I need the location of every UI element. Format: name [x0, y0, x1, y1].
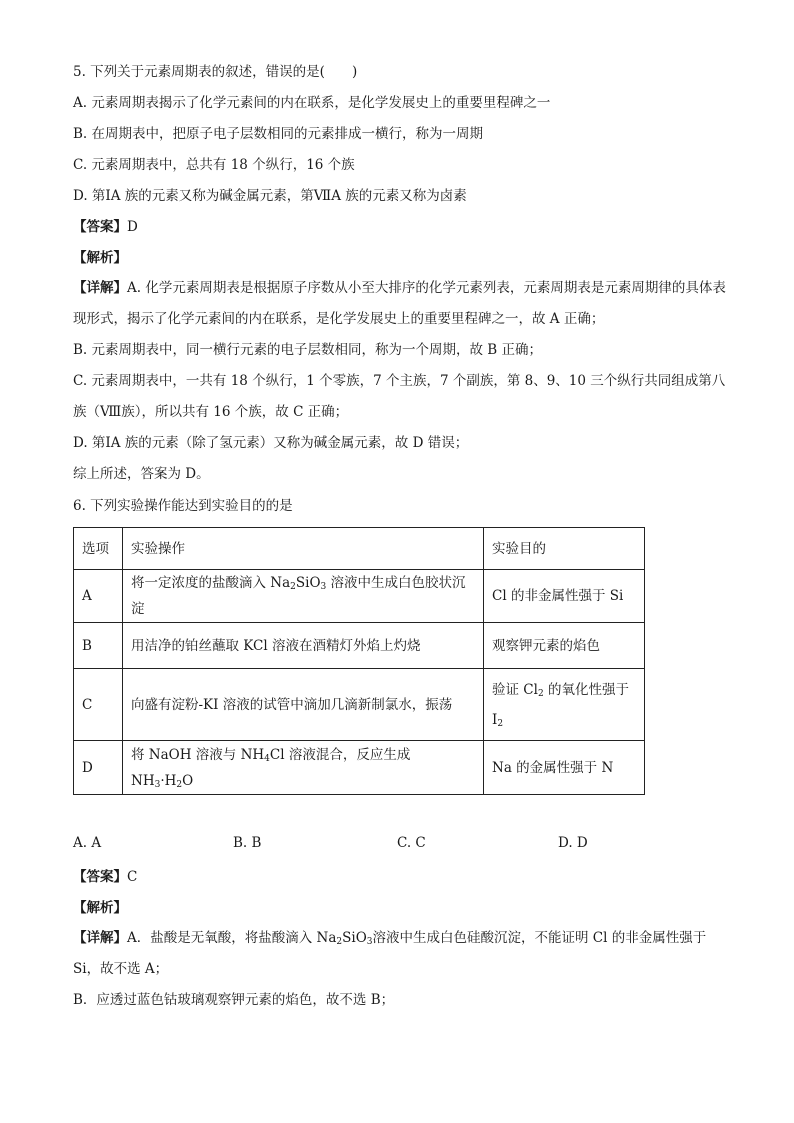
table-cell-aim: 观察钾元素的焰色 — [484, 623, 645, 669]
table-header-row — [74, 528, 645, 570]
q5-option-b: B. 在周期表中，把原子电子层数相同的元素排成一横行，称为一周期 — [73, 126, 484, 142]
table-header-cell: 实验目的 — [484, 528, 645, 570]
table-row — [74, 741, 645, 795]
q6-option-c: C. C — [397, 835, 426, 851]
q6-answer — [73, 867, 733, 887]
q6-option-b: B. B — [233, 835, 262, 851]
q5-detail-a: 【详解】A. 化学元素周期表是根据原子序数从小至大排序的化学元素列表，元素周期表是元素周期律的具体表现形式，揭示了化学元素间的内在联系，是化学发展史上的重要里程碑之一，故 A 正确； — [73, 280, 726, 327]
q5-answer — [73, 217, 733, 237]
detail-tag: 【详解】 — [73, 930, 127, 946]
q5-stem: 5. 下列关于元素周期表的叙述，错误的是( ) — [73, 64, 358, 80]
table-header-cell: 实验操作 — [123, 528, 484, 570]
answer-tag: 【答案】 — [73, 869, 127, 885]
q5-detail-c: C. 元素周期表中，一共有 18 个纵行，1 个零族，7 个主族，7 个副族，第 8、9、10 三个纵行共同组成第八族（Ⅷ族），所以共有 16 个族，故 C 正确； — [73, 373, 726, 420]
q6-options — [73, 835, 733, 855]
table-row — [74, 669, 645, 741]
table-cell-aim: Na 的金属性强于 N — [484, 741, 645, 795]
q5-summary: 综上所述，答案为 D。 — [73, 466, 210, 482]
table-cell-operation: 向盛有淀粉-KI 溶液的试管中滴加几滴新制氯水，振荡 — [123, 669, 484, 741]
table-cell-operation: 将一定浓度的盐酸滴入 $Na_2SiO_3$ 溶液中生成白色胶状沉淀 — [123, 570, 484, 623]
answer-value: D — [127, 219, 138, 235]
q5-detail-b: B. 元素周期表中，同一横行元素的电子层数相同，称为一个周期，故 B 正确； — [73, 342, 543, 358]
table-cell-aim: 验证 $Cl_2$ 的氧化性强于 $I_2$ — [484, 669, 645, 741]
q6-detail-a: 【详解】A．盐酸是无氧酸，将盐酸滴入 $Na_2SiO_3$溶液中生成白色硅酸沉淀，不能证明 Cl 的非金属性强于 Si，故不选 A； — [73, 930, 707, 977]
q6-analysis-tag: 【解析】 — [73, 900, 127, 916]
document-page — [73, 62, 733, 1016]
table-header-cell: 选项 — [74, 528, 123, 570]
q6-stem: 6. 下列实验操作能达到实验目的的是 — [73, 498, 293, 514]
answer-tag: 【答案】 — [73, 219, 127, 235]
table-row — [74, 570, 645, 623]
experiment-table — [73, 527, 645, 795]
table-cell-label: B — [74, 623, 123, 669]
table-cell-label: C — [74, 669, 123, 741]
detail-tag: 【详解】 — [73, 280, 127, 296]
q5-option-c: C. 元素周期表中，总共有 18 个纵行，16 个族 — [73, 157, 355, 173]
table-cell-operation: 将 NaOH 溶液与 $NH_4Cl$ 溶液混合，反应生成 $NH_3\cdot H_2O$ — [123, 741, 484, 795]
q5-option-d: D. 第ⅠA 族的元素又称为碱金属元素，第ⅦA 族的元素又称为卤素 — [73, 188, 467, 204]
q5-detail — [73, 273, 733, 490]
table-cell-label: D — [74, 741, 123, 795]
table-cell-operation: 用洁净的铂丝蘸取 KCl 溶液在酒精灯外焰上灼烧 — [123, 623, 484, 669]
q6-option-a: A. A — [73, 835, 102, 851]
q5-option-a: A. 元素周期表揭示了化学元素间的内在联系，是化学发展史上的重要里程碑之一 — [73, 95, 551, 111]
q6-detail — [73, 923, 733, 1016]
q6-option-d: D. D — [558, 835, 588, 851]
table-row — [74, 623, 645, 669]
q5-analysis-tag: 【解析】 — [73, 250, 127, 266]
q5-detail-d: D. 第ⅠA 族的元素（除了氢元素）又称为碱金属元素，故 D 错误； — [73, 435, 469, 451]
table-cell-aim: Cl 的非金属性强于 Si — [484, 570, 645, 623]
q6-detail-b: B．应透过蓝色钴玻璃观察钾元素的焰色，故不选 B； — [73, 992, 395, 1008]
answer-value: C — [127, 869, 138, 885]
table-cell-label: A — [74, 570, 123, 623]
